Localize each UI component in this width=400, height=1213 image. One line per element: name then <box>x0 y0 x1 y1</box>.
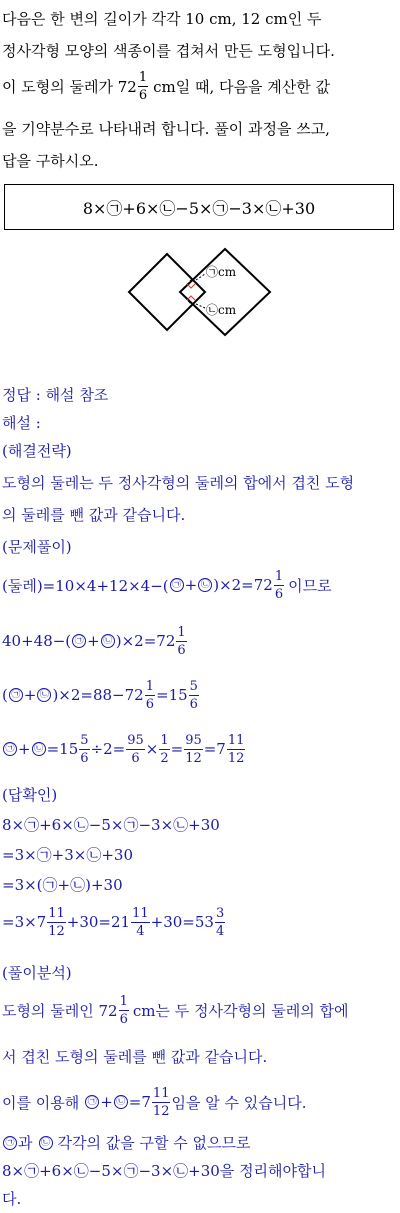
solve-step-1: (둘레)=10×4+12×4−( ㉠ + ㉡ )×2=72 $\frac{1}{6}$ 이므로 <box>2 568 332 602</box>
analysis-line-3: 이를 이용해 ㉠ + ㉡ =7 $\frac{11}{12}$ 임을 알 수 있습니다. <box>2 1085 307 1119</box>
problem-line-4: 을 기약분수로 나타내려 합니다. 풀이 과정을 쓰고, <box>2 120 330 138</box>
fraction: $\frac{1}{6}$ <box>274 568 284 602</box>
fraction: $\frac{95}{12}$ <box>185 732 202 766</box>
analysis-line-6: 다. <box>2 1190 22 1208</box>
problem-line-3-text: 이 도형의 둘레가 72 <box>2 77 137 96</box>
problem-line-3 <box>2 68 398 104</box>
check-line-4: =3×7 $\frac{11}{12}$ +30=21 $\frac{11}{4}$ +30=53 $\frac{3}{4}$ <box>2 905 225 939</box>
analysis-line-4: ㉠ 과 ㉡ 각각의 값을 구할 수 없으므로 <box>2 1132 398 1153</box>
fraction: $\frac{11}{12}$ <box>48 905 65 939</box>
solve-step-3: ( ㉠ + ㉡ )×2=88−72 $\frac{1}{6}$ =15 $\frac{5}{6}$ <box>2 678 198 712</box>
fraction: $\frac{1}{6}$ <box>177 624 186 658</box>
analysis-heading: (풀이분석) <box>2 964 72 982</box>
strategy-heading: (해결전략) <box>2 442 72 460</box>
right-angle-mark-bottom <box>187 296 195 300</box>
analysis-line-1: 도형의 둘레인 72 $\frac{1}{6}$ cm는 두 정사각형의 둘레의 합에 <box>2 993 349 1027</box>
check-line-1: 8×㉠+6×㉡−5×㉠−3×㉡+30 <box>2 816 220 834</box>
fraction: $\frac{1}{6}$ <box>119 993 128 1027</box>
expression: 8×㉠+6×㉡−5×㉠−3×㉡+30 <box>82 198 316 218</box>
answer-line: 정답 : 해설 참조 <box>2 386 109 404</box>
fraction: $\frac{5}{6}$ <box>189 678 198 712</box>
fraction: $\frac{1}{6}$ <box>145 678 154 712</box>
fraction: $\frac{11}{12}$ <box>227 732 245 766</box>
large-square <box>180 249 270 335</box>
problem-line-2: 정사각형 모양의 색종이를 겹쳐서 만든 도형입니다. <box>2 42 335 60</box>
label-a: ㉠cm <box>206 265 237 279</box>
fraction: $\frac{11}{4}$ <box>132 905 149 939</box>
check-line-2: =3×㉠+3×㉡+30 <box>2 846 134 864</box>
problem-line-3-tail: cm일 때, 다음을 계산한 값 <box>153 77 330 96</box>
fraction: $\frac{3}{4}$ <box>215 905 225 939</box>
strategy-line-1: 도형의 둘레는 두 정사각형의 둘레의 합에서 겹친 도형 <box>2 474 355 492</box>
solve-heading: (문제풀이) <box>2 538 72 556</box>
label-b: ㉡cm <box>206 303 237 317</box>
problem-line-1: 다음은 한 변의 길이가 각각 10 cm, 12 cm인 두 <box>2 10 322 28</box>
analysis-line-5: 8×㉠+6×㉡−5×㉠−3×㉡+30을 정리해야합니 <box>2 1162 327 1180</box>
strategy-line-2: 의 둘레를 뺀 값과 같습니다. <box>2 506 186 524</box>
fraction: $\frac{5}{6}$ <box>80 732 89 766</box>
check-heading: (답확인) <box>2 786 58 804</box>
explain-heading: 해설 : <box>2 414 41 432</box>
expression-box <box>4 184 394 230</box>
fraction: $\frac{95}{6}$ <box>127 732 144 766</box>
fraction: $\frac{11}{12}$ <box>152 1085 170 1119</box>
right-angle-mark-top <box>187 284 195 288</box>
problem-line-5: 답을 구하시오. <box>2 152 99 170</box>
fraction: $\frac{1}{2}$ <box>160 732 169 766</box>
fraction: $\frac{1}{6}$ <box>138 69 148 103</box>
small-square <box>129 254 205 330</box>
overlapping-squares-figure <box>125 246 275 346</box>
analysis-line-2: 서 겹친 도형의 둘레를 뺀 값과 같습니다. <box>2 1048 268 1066</box>
check-line-3: =3×(㉠+㉡)+30 <box>2 876 123 894</box>
solve-step-2: 40+48−( ㉠ + ㉡ )×2=72 $\frac{1}{6}$ <box>2 624 186 658</box>
solve-step-4: ㉠ + ㉡ =15 $\frac{5}{6}$ ÷2= $\frac{95}{6}$ × $\frac{1}{2}$ = $\frac{95}{12}$ =7 $\frac{11}{12}$ <box>2 730 398 768</box>
